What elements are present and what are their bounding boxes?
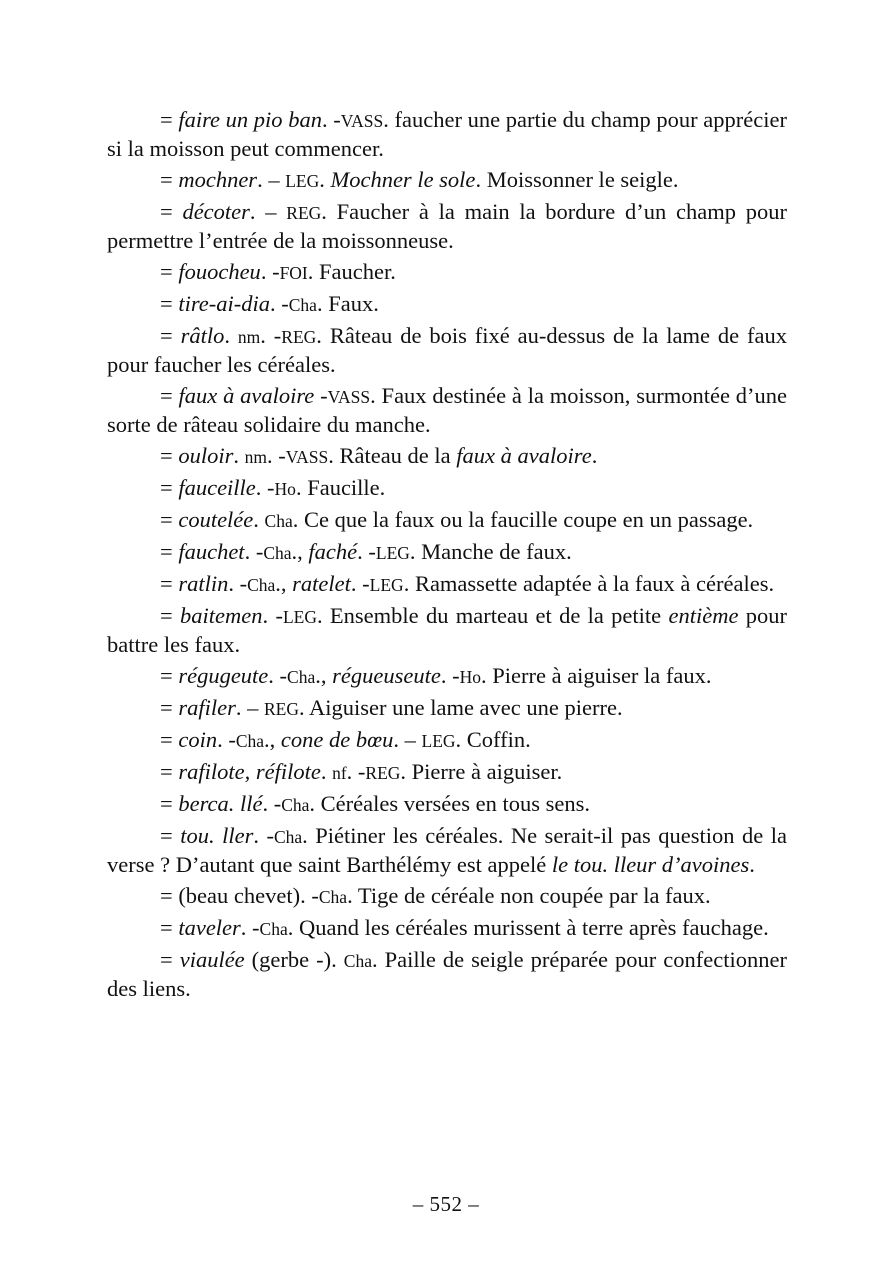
entry-text: . - xyxy=(260,259,280,284)
entry-term: fouocheu xyxy=(178,259,261,284)
glossary-entry xyxy=(107,198,787,255)
entry-text: ., xyxy=(275,571,293,596)
entry-text: ., xyxy=(315,663,333,688)
glossary-text xyxy=(107,106,787,1006)
entry-text: . – xyxy=(393,727,422,752)
entry-text: . Aiguiser une lame avec une pierre. xyxy=(298,695,623,720)
entry-text: . xyxy=(253,507,265,532)
entry-term: coin xyxy=(178,727,218,752)
entry-term: ratlin xyxy=(178,571,229,596)
page-number: – 552 – xyxy=(412,1192,480,1216)
entry-abbrev: REG xyxy=(281,327,317,347)
entry-abbrev: REG xyxy=(365,763,401,783)
entry-abbrev: Cha xyxy=(263,543,292,563)
entry-text: = xyxy=(160,823,181,848)
entry-text: . faucher une partie du champ pour apprécier si la moisson peut commencer. xyxy=(107,107,787,161)
entry-abbrev: REG xyxy=(286,203,322,223)
glossary-entry xyxy=(107,758,787,787)
entry-text: = (beau chevet). - xyxy=(160,883,319,908)
entry-text: . Pierre à aiguiser la faux. xyxy=(480,663,712,688)
entry-text: ., xyxy=(291,539,309,564)
entry-text: . - xyxy=(350,571,370,596)
glossary-entry xyxy=(107,602,787,659)
entry-text: . xyxy=(320,759,333,784)
entry-text: = xyxy=(160,947,180,972)
entry-abbrev: Cha xyxy=(343,951,372,971)
entry-term: coutelée xyxy=(178,507,254,532)
entry-abbrev: Cha xyxy=(247,575,276,595)
glossary-entry xyxy=(107,914,787,943)
entry-text: = xyxy=(160,507,179,532)
entry-text: . - xyxy=(262,791,282,816)
entry-abbrev: VASS xyxy=(327,387,371,407)
entry-text: . Râteau de bois fixé au-dessus de la lame de faux pour faucher les céréales. xyxy=(107,323,788,377)
entry-text: = xyxy=(160,107,179,132)
entry-text: = xyxy=(160,727,179,752)
entry-abbrev: nf xyxy=(332,763,347,783)
entry-term: cone de bœu xyxy=(280,727,394,752)
entry-text: = xyxy=(160,759,179,784)
entry-text: = xyxy=(160,603,181,628)
entry-text: = xyxy=(160,167,179,192)
entry-text: . – xyxy=(257,167,286,192)
glossary-entry xyxy=(107,694,787,723)
entry-text: . - xyxy=(266,443,286,468)
entry-text: . - xyxy=(217,727,236,752)
glossary-entry xyxy=(107,106,787,163)
entry-term: ouloir xyxy=(178,443,234,468)
entry-text: . - xyxy=(321,107,341,132)
entry-text: . - xyxy=(357,539,376,564)
entry-text: . Faux destinée à la moisson, surmontée d’une sorte de râteau solidaire du manche. xyxy=(107,383,787,437)
entry-text: = xyxy=(160,259,179,284)
entry-text: . - xyxy=(228,571,248,596)
entry-text: = xyxy=(160,539,179,564)
entry-text: = xyxy=(160,791,179,816)
glossary-entry xyxy=(107,166,787,195)
glossary-entry xyxy=(107,822,787,879)
entry-abbrev: LEG xyxy=(369,575,404,595)
entry-term: faire un pio ban xyxy=(178,107,322,132)
entry-text: . Ramassette adaptée à la faux à céréales. xyxy=(403,571,775,596)
entry-text: = xyxy=(160,571,179,596)
entry-text: . xyxy=(319,167,331,192)
entry-text: ., xyxy=(264,727,281,752)
entry-text: . - xyxy=(269,291,289,316)
entry-text: = xyxy=(160,323,181,348)
entry-abbrev: Cha xyxy=(235,731,265,751)
entry-term: tire-ai-dia xyxy=(178,291,270,316)
entry-term: ratelet xyxy=(292,571,351,596)
entry-text: . Piétiner les céréales. Ne serait-il pas question de la verse ? D’autant que saint Barthélémy est appelé xyxy=(107,823,787,877)
entry-abbrev: VASS xyxy=(285,447,329,467)
entry-text: = xyxy=(160,291,179,316)
entry-term: râtlo xyxy=(180,323,225,348)
entry-abbrev: Cha xyxy=(273,827,303,847)
entry-text: = xyxy=(160,695,179,720)
entry-abbrev: LEG xyxy=(285,171,320,191)
glossary-entry xyxy=(107,570,787,599)
entry-term: entième xyxy=(668,603,739,628)
glossary-entry xyxy=(107,506,787,535)
entry-text: . Faux. xyxy=(316,291,379,316)
entry-term: régugeute xyxy=(178,663,269,688)
entry-text: . Ensemble du marteau et de la petite xyxy=(316,603,669,628)
entry-term: taveler xyxy=(178,915,241,940)
glossary-entry xyxy=(107,290,787,319)
entry-text: (gerbe -). xyxy=(244,947,344,972)
glossary-entry xyxy=(107,322,787,379)
entry-text: . - xyxy=(255,475,275,500)
glossary-entry xyxy=(107,258,787,287)
entry-abbrev: FOI xyxy=(279,263,308,283)
entry-text: . - xyxy=(440,663,460,688)
entry-text: . - xyxy=(346,759,366,784)
entry-text: = xyxy=(160,663,179,688)
entry-text: pour battre les faux. xyxy=(107,603,787,657)
entry-text: = xyxy=(160,915,179,940)
glossary-entry xyxy=(107,726,787,755)
entry-text: = xyxy=(160,475,179,500)
entry-text: . - xyxy=(260,323,282,348)
entry-term: Mochner le sole xyxy=(330,167,476,192)
entry-abbrev: Cha xyxy=(287,667,316,687)
entry-text: . - xyxy=(262,603,283,628)
entry-text: . xyxy=(233,443,245,468)
entry-term: régueuseute xyxy=(332,663,441,688)
entry-term: fauceille xyxy=(178,475,256,500)
entry-abbrev: Cha xyxy=(259,919,288,939)
glossary-entry xyxy=(107,790,787,819)
entry-text: . Pierre à aiguiser. xyxy=(400,759,563,784)
entry-term: faux à avaloire xyxy=(178,383,315,408)
entry-term: fauchet xyxy=(178,539,245,564)
glossary-entry xyxy=(107,474,787,503)
entry-term: berca. llé xyxy=(178,791,263,816)
entry-text: . Coffin. xyxy=(455,727,531,752)
entry-term: faux à avaloire xyxy=(456,443,592,468)
entry-text: = xyxy=(160,199,183,224)
entry-abbrev: Cha xyxy=(264,511,293,531)
glossary-entry xyxy=(107,382,787,439)
entry-text: . - xyxy=(244,539,264,564)
entry-term: décoter xyxy=(182,199,250,224)
entry-text: . - xyxy=(240,915,260,940)
entry-text: . – xyxy=(249,199,287,224)
entry-text: . - xyxy=(268,663,288,688)
entry-abbrev: LEG xyxy=(375,543,410,563)
entry-term: baitemen xyxy=(180,603,263,628)
entry-term: rafiler xyxy=(178,695,236,720)
entry-term: rafilote, réfilote xyxy=(178,759,321,784)
entry-text: . Ce que la faux ou la faucille coupe en un passage. xyxy=(292,507,754,532)
entry-text: . Céréales versées en tous sens. xyxy=(309,791,590,816)
glossary-entry xyxy=(107,662,787,691)
entry-abbrev: Cha xyxy=(288,295,317,315)
entry-term: mochner xyxy=(178,167,258,192)
entry-text: = xyxy=(160,443,179,468)
entry-text: = xyxy=(160,383,179,408)
entry-text: . Paille de seigle préparée pour confectionner des liens. xyxy=(107,947,787,1001)
entry-text: . Moissonner le seigle. xyxy=(475,167,679,192)
entry-term: faché xyxy=(308,539,358,564)
glossary-entry xyxy=(107,538,787,567)
entry-abbrev: nm xyxy=(237,327,261,347)
entry-text: . xyxy=(224,323,238,348)
glossary-entry xyxy=(107,882,787,911)
entry-text: . Tige de céréale non coupée par la faux. xyxy=(347,883,711,908)
entry-abbrev: VASS xyxy=(340,111,384,131)
entry-text: . Quand les céréales murissent à terre après fauchage. xyxy=(287,915,769,940)
entry-abbrev: Cha xyxy=(281,795,310,815)
entry-text: . Manche de faux. xyxy=(409,539,572,564)
entry-term: le tou. lleur d’avoines xyxy=(551,852,750,877)
entry-text: . Râteau de la xyxy=(328,443,457,468)
entry-term: tou. ller xyxy=(180,823,254,848)
entry-abbrev: Cha xyxy=(318,887,348,907)
entry-abbrev: nm xyxy=(244,447,267,467)
entry-abbrev: LEG xyxy=(421,731,456,751)
glossary-entry xyxy=(107,442,787,471)
entry-text: . xyxy=(591,443,598,468)
entry-abbrev: Ho xyxy=(274,479,296,499)
entry-text: - xyxy=(314,383,328,408)
glossary-entry xyxy=(107,946,787,1003)
entry-text: . – xyxy=(235,695,264,720)
entry-abbrev: LEG xyxy=(282,607,317,627)
entry-abbrev: REG xyxy=(263,699,299,719)
entry-text: . Faucher à la main la bordure d’un champ pour permettre l’entrée de la moissonneuse. xyxy=(107,199,787,253)
entry-text: . Faucher. xyxy=(307,259,396,284)
entry-text: . Faucille. xyxy=(295,475,386,500)
entry-text: . xyxy=(749,852,755,877)
entry-term: viaulée xyxy=(179,947,245,972)
entry-abbrev: Ho xyxy=(459,667,481,687)
entry-text: . - xyxy=(253,823,274,848)
